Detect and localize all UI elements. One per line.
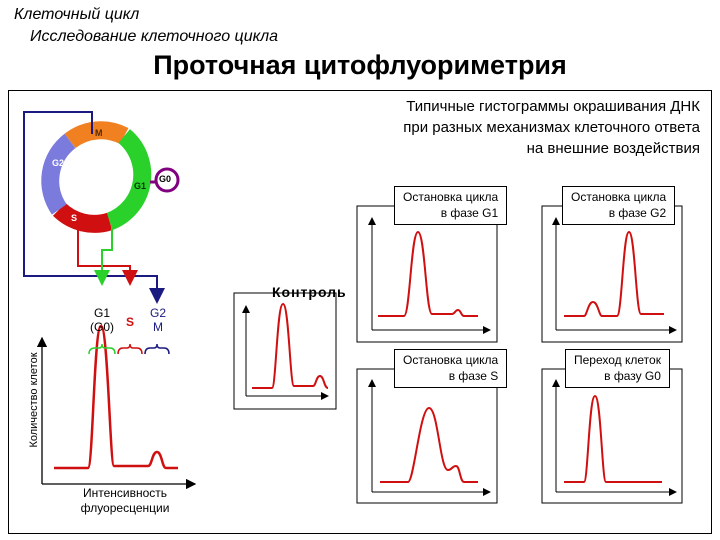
g2-arrest-histogram	[542, 206, 682, 342]
g2-arrest-title-line-1: Остановка цикла	[571, 190, 667, 204]
g2-arrest-title-line-2: в фазе G2	[608, 206, 667, 220]
g0-transition-title-line-1: Переход клеток	[574, 353, 661, 367]
hist-label-m-text: M	[153, 320, 163, 334]
cell-cycle-ring	[50, 130, 142, 224]
x-axis-label-line-1: Интенсивность	[82, 486, 168, 500]
phase-g2-arc	[50, 141, 70, 210]
s-arrest-title-line-2: в фазе S	[448, 369, 499, 383]
description-line-1: Типичные гистограммы окрашивания ДНК	[406, 98, 700, 115]
hist-label-g1-text: G1	[93, 306, 110, 320]
phase-label-g0: G0	[159, 174, 172, 184]
description-line-2: при разных механизмах клеточного ответа	[403, 119, 700, 136]
hist-label-s: S	[125, 315, 134, 329]
g0-transition-histogram	[542, 369, 682, 503]
g1-arrest-histogram	[357, 206, 497, 342]
g0-transition-title	[565, 349, 670, 388]
g1-arrest-title-line-1: Остановка цикла	[403, 190, 499, 204]
x-axis-label-line-2: флуоресценции	[80, 501, 170, 515]
control-label: Контроль	[272, 284, 347, 300]
s-arrest-title	[394, 349, 507, 388]
main-histogram	[42, 326, 195, 484]
phase-label-g1: G1	[134, 181, 147, 191]
hist-label-g0-sub: (G0)	[90, 320, 114, 334]
phase-label-g2-text: G2	[52, 158, 65, 168]
hist-label-g1	[88, 306, 116, 334]
phase-label-m: M	[95, 128, 103, 138]
g0-transition-title-line-2: в фазу G0	[604, 369, 661, 383]
s-arrest-title-line-1: Остановка цикла	[403, 353, 499, 367]
page-title: Проточная цитофлуориметрия	[153, 50, 567, 80]
x-axis-label	[60, 486, 190, 516]
g2-arrest-title	[562, 186, 675, 225]
y-axis-label: Количество клеток	[28, 352, 40, 448]
g1-arrest-title-line-2: в фазе G1	[440, 206, 499, 220]
s-arrest-histogram	[357, 369, 497, 503]
header-line-2: Исследование клеточного цикла	[30, 28, 279, 45]
hist-label-g2	[145, 306, 171, 334]
phase-label-g2	[52, 158, 64, 168]
phase-label-s: S	[71, 213, 78, 223]
g1-arrest-title	[394, 186, 507, 225]
hist-label-g2-text: G2	[149, 306, 166, 320]
header-line-1: Клеточный цикл	[14, 6, 140, 23]
description-line-3: на внешние воздействия	[526, 140, 700, 157]
phase-s-arc	[59, 209, 109, 223]
phase-g1-arc	[110, 136, 143, 221]
control-histogram	[234, 293, 336, 409]
